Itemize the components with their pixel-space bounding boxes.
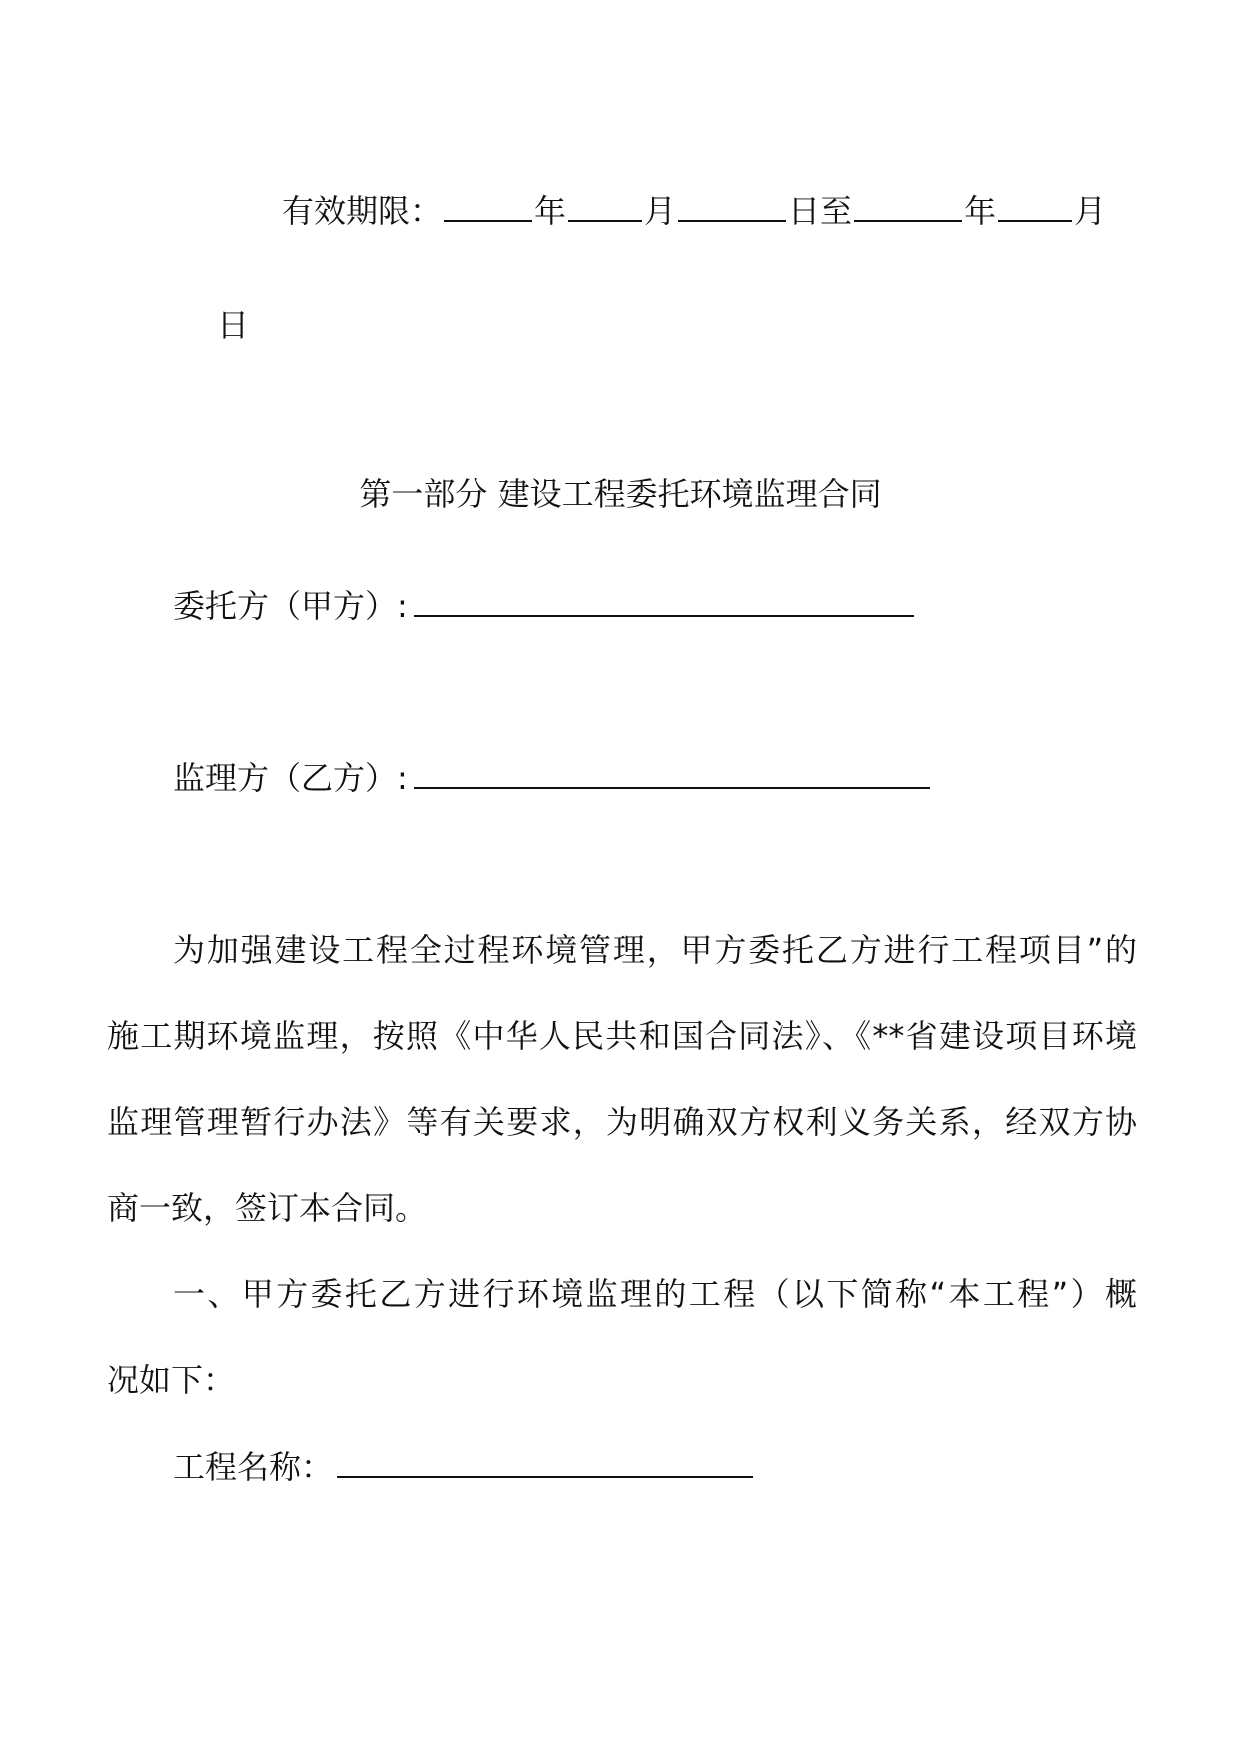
- validity-label: 有效期限：: [282, 192, 443, 230]
- validity-period-line: [282, 190, 1106, 231]
- party-a-line: [173, 585, 916, 626]
- project-name-line: [173, 1446, 755, 1487]
- clause1-line-1: 一、甲方委托乙方进行环境监理的工程（以下简称“本工程”）概: [173, 1275, 1137, 1313]
- year-blank-1[interactable]: [444, 190, 532, 222]
- intro-line-1: 为加强建设工程全过程环境管理，甲方委托乙方进行工程项目”的: [173, 931, 1137, 969]
- party-b-blank[interactable]: [414, 757, 930, 789]
- party-b-label: 监理方（乙方）:: [173, 759, 408, 797]
- project-name-label: 工程名称：: [173, 1448, 334, 1486]
- intro-line-4: 商一致，签订本合同。: [107, 1189, 428, 1227]
- party-a-blank[interactable]: [414, 585, 914, 617]
- year-blank-2[interactable]: [854, 190, 962, 222]
- year-label-2: 年: [964, 192, 997, 230]
- day-blank-1[interactable]: [678, 190, 786, 222]
- section-title: 第一部分 建设工程委托环境监理合同: [359, 475, 882, 513]
- day-end-label: 日: [217, 306, 250, 344]
- party-a-label: 委托方（甲方）:: [173, 587, 408, 625]
- day-to-label: 日至: [788, 192, 853, 230]
- intro-line-2: 施工期环境监理，按照《中华人民共和国合同法》、《**省建设项目环境: [107, 1017, 1137, 1055]
- year-label-1: 年: [534, 192, 567, 230]
- month-blank-2[interactable]: [998, 190, 1072, 222]
- clause1-line-2: 况如下：: [107, 1361, 236, 1399]
- month-label-1: 月: [644, 192, 677, 230]
- validity-day-line: [217, 305, 249, 345]
- project-name-blank[interactable]: [337, 1446, 753, 1478]
- intro-line-3: 监理管理暂行办法》等有关要求，为明确双方权利义务关系，经双方协: [107, 1103, 1137, 1141]
- party-b-line: [173, 757, 932, 798]
- month-label-2: 月: [1074, 192, 1107, 230]
- month-blank-1[interactable]: [568, 190, 642, 222]
